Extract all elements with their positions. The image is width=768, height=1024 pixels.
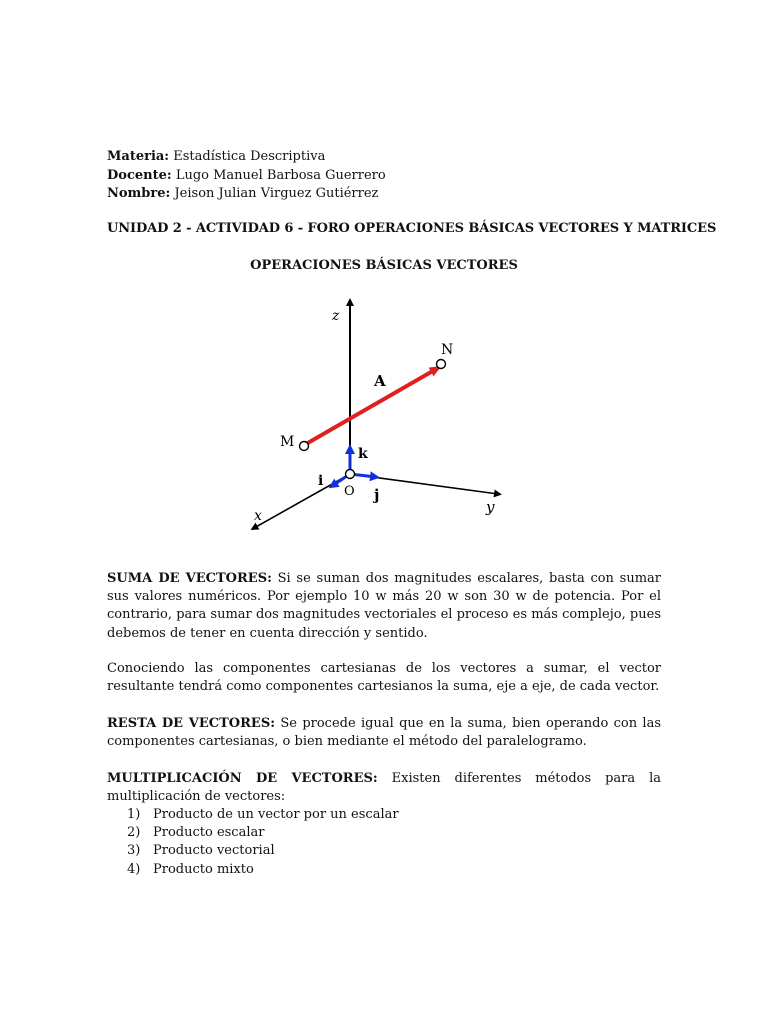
nombre-value: Jeison Julian Virguez Gutiérrez <box>174 186 379 201</box>
list-text: Producto mixto <box>153 861 254 877</box>
label-z: z <box>332 308 340 324</box>
list-text: Producto vectorial <box>153 843 275 859</box>
list-item <box>127 861 399 879</box>
label-y: y <box>486 498 495 516</box>
nombre-label: Nombre: <box>107 186 171 201</box>
point-m <box>300 442 309 451</box>
list-text: Producto de un vector por un escalar <box>153 807 399 822</box>
resta-heading: RESTA DE VECTORES: <box>107 716 276 731</box>
vector-a <box>306 368 438 444</box>
list-item <box>127 806 399 824</box>
multiplicacion-paragraph <box>107 770 661 806</box>
label-k: k <box>358 446 368 462</box>
suma-heading: SUMA DE VECTORES: <box>107 571 272 586</box>
list-text: Producto escalar <box>153 825 265 841</box>
label-a: A <box>374 372 386 390</box>
label-x: x <box>254 508 262 524</box>
origin-point <box>346 470 355 479</box>
label-i: i <box>318 473 324 489</box>
resta-paragraph <box>107 715 661 751</box>
point-n <box>437 360 446 369</box>
componentes-paragraph: Conociendo las componentes cartesianas de los vectores a sumar, el vector resultante tendrá como componentes cartesianos la suma, eje a eje, de cada vector. <box>107 661 661 695</box>
nombre-line <box>107 185 386 204</box>
list-number: 2) <box>127 825 141 841</box>
docente-value: Lugo Manuel Barbosa Guerrero <box>175 167 386 183</box>
multiplicacion-heading: MULTIPLICACIÓN DE VECTORES: <box>107 771 378 786</box>
materia-label: Materia: <box>107 149 170 164</box>
list-item <box>127 842 399 860</box>
suma-text: Si se suman dos magnitudes escalares, basta con sumar sus valores numéricos. Por ejemplo 10 w más 20 w son 30 w de potencia. Por el contrario, para sumar dos magnitudes vectoriales el proceso es más complejo, pues debemos de tener en cuenta dirección y sentido. <box>107 571 661 641</box>
resta-text: Se procede igual que en la suma, bien operando con las componentes cartesianas, o bien mediante el método del paralelogramo. <box>107 716 662 750</box>
materia-line <box>107 148 386 167</box>
materia-value: Estadística Descriptiva <box>173 149 326 164</box>
label-m: M <box>280 434 295 450</box>
label-j: j <box>374 486 380 504</box>
list-number: 3) <box>127 843 141 859</box>
docente-line <box>107 167 386 186</box>
list-item <box>127 824 399 842</box>
section-title: OPERACIONES BÁSICAS VECTORES <box>250 258 518 273</box>
header-info <box>107 148 386 204</box>
multiplicacion-text: Existen diferentes métodos para la multiplicación de vectores: <box>107 771 661 805</box>
list-number: 4) <box>127 861 141 877</box>
vector-diagram <box>240 288 510 538</box>
label-origin: O <box>344 484 355 499</box>
product-list <box>127 806 399 879</box>
docente-label: Docente: <box>107 167 172 183</box>
list-number: 1) <box>127 807 141 822</box>
label-n: N <box>441 342 454 358</box>
suma-paragraph <box>107 570 661 643</box>
unit-title: UNIDAD 2 - ACTIVIDAD 6 - FORO OPERACIONES BÁSICAS VECTORES Y MATRICES <box>107 221 717 236</box>
